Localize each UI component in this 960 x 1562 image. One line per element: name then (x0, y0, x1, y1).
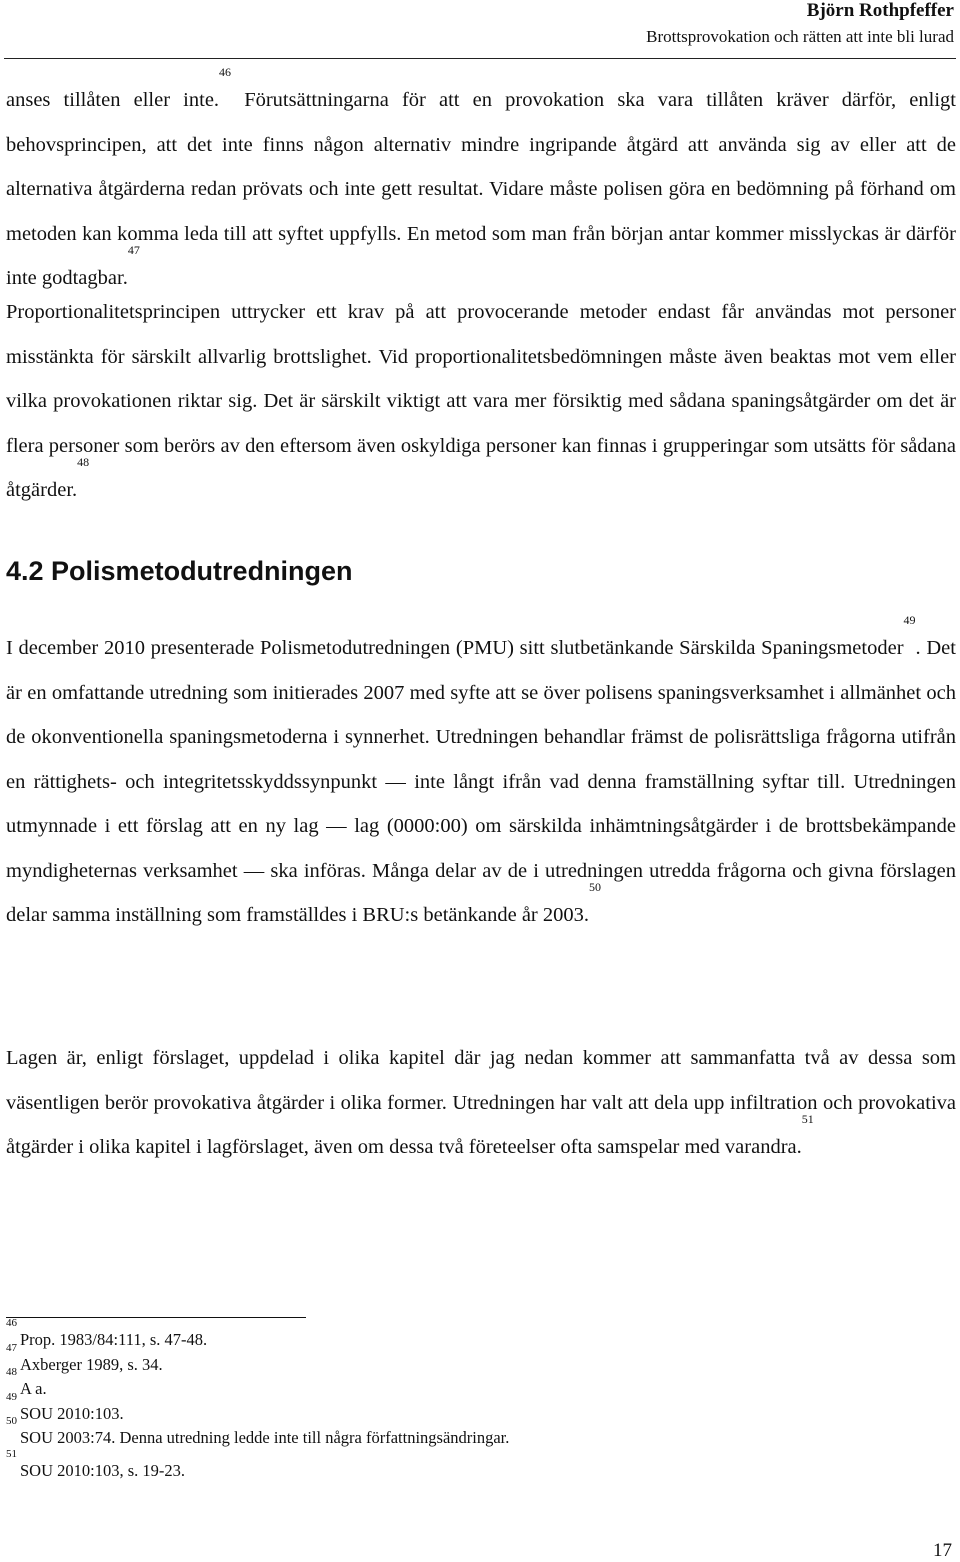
footnote-text: SOU 2010:103, s. 19-23. (20, 1460, 186, 1480)
footnote-text: Axberger 1989, s. 34. (20, 1354, 163, 1374)
footnote-separator (6, 1317, 306, 1318)
body-paragraph-4 (6, 1036, 956, 1170)
footnote-text: Prop. 1983/84:111, s. 47-48. (20, 1330, 208, 1349)
section-heading: 4.2 Polismetodutredningen (6, 556, 353, 586)
body-paragraph-2 (6, 290, 956, 513)
header-author: Björn Rothpfeffer (806, 0, 954, 21)
footnote-ref-49: 49 (903, 613, 916, 627)
footnote-number: 50 (6, 1415, 17, 1427)
footnote-item (6, 1415, 510, 1451)
footnote-number: 48 (6, 1366, 17, 1378)
footnote-ref-50: 50 (589, 880, 601, 894)
footnote-text: A a. (20, 1379, 47, 1398)
footnote-ref-46: 46 (219, 65, 232, 79)
footnote-ref-47: 47 (127, 243, 140, 257)
body-paragraph-1 (6, 65, 956, 301)
footnote-item (6, 1341, 509, 1378)
footnote-ref-51: 51 (801, 1112, 814, 1126)
header-divider (4, 58, 956, 59)
footnote-number: 46 (6, 1317, 17, 1329)
paragraph-1-text-b: Förutsättningarna för att en provokation ska vara tillåten kräver därför, enligt behovsprincipen, att det inte finns någon alternativ mindre ingripande åtgärd att använda sig av eller att de alternativa åtgärderna redan prövats och inte gett resultat. Vidare måste polisen göra en bedömning på förhand om metoden kan komma leda till att syftet uppfylls. En metod som man från början antar kommer misslyckas är därför inte godtagbar. (6, 89, 956, 289)
body-paragraph-3 (6, 613, 956, 938)
paragraph-1-text-a: anses tillåten eller inte. (6, 89, 220, 111)
paragraph-3-text-a: I december 2010 presenterade Polismetodutredningen (PMU) sitt slutbetänkande Särskilda Spaningsmetoder (6, 637, 904, 659)
footnote-item (6, 1366, 509, 1402)
footnote-item (6, 1447, 509, 1484)
footnote-item (6, 1390, 509, 1427)
footnote-ref-48: 48 (77, 455, 90, 469)
header-subtitle: Brottsprovokation och rätten att inte bli lurad (646, 27, 954, 46)
footnote-text: SOU 2010:103. (20, 1403, 124, 1423)
footnote-list (6, 1317, 510, 1483)
page-header (646, 0, 954, 50)
footnote-item (6, 1317, 509, 1353)
paragraph-2-text: Proportionalitetsprincipen uttrycker ett krav på att provocerande metoder endast får användas mot personer misstänkta för särskilt allvarlig brottslighet. Vid proportionalitetsbedömningen måste även beaktas mot vem eller vilka provokationen riktar sig. Det är särskilt viktigt att vara mer försiktig med sådana spaningsåtgärder om det är flera personer som berörs av den eftersom även oskyldiga personer kan finnas i grupperingar som utsätts för sådana åtgärder. (6, 301, 956, 501)
footnote-text: SOU 2003:74. Denna utredning ledde inte till några författningsändringar. (20, 1428, 510, 1447)
page-number: 17 (933, 1540, 952, 1561)
footnote-number: 51 (6, 1447, 17, 1460)
footnote-number: 49 (6, 1390, 17, 1403)
paragraph-3-text-b: . Det är en omfattande utredning som initierades 2007 med syfte att se över polisens spaningsverksamhet i allmänhet och de okonventionella spaningsmetoderna i synnerhet. Utredningen behandlar främst de polisrättsliga frågorna utifrån en rättighets- och integritetsskyddssynpunkt — inte långt ifrån vad denna framställning syftar till. Utredningen utmynnade i ett förslag att en ny lag — lag (0000:00) om särskilda inhämtningsåtgärder i de brottsbekämpande myndigheternas verksamhet — ska införas. Många delar av de i utredningen utredda frågorna och givna förslagen delar samma inställning som framställdes i BRU:s betänkande år 2003. (6, 637, 956, 926)
paragraph-4-text: Lagen är, enligt förslaget, uppdelad i olika kapitel där jag nedan kommer att sammanfatta två av dessa som väsentligen berör provokativa åtgärder i olika former. Utredningen har valt att dela upp infiltration och provokativa åtgärder i olika kapitel i lagförslaget, även om dessa två företeelser ofta samspelar med varandra. (6, 1047, 956, 1158)
footnote-number: 47 (6, 1341, 17, 1354)
